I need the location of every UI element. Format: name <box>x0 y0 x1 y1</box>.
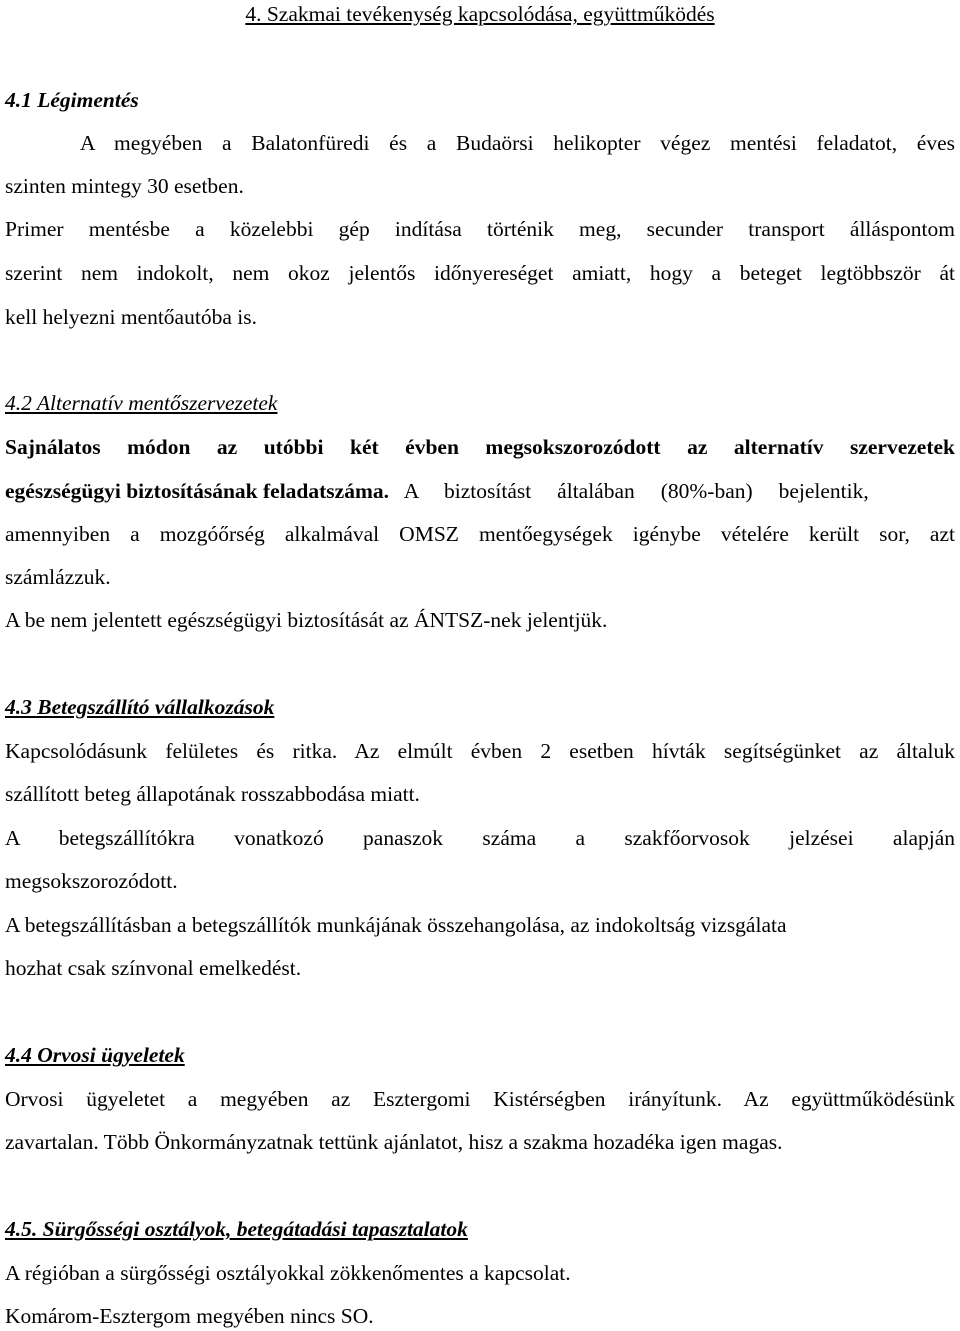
paragraph-line: A betegszállítókra vonatkozó panaszok száma a szakfőorvosok jelzései alapján <box>5 826 955 850</box>
section-heading-4-4: 4.4 Orvosi ügyeletek <box>5 1043 185 1067</box>
section-heading-4-3: 4.3 Betegszállító vállalkozások <box>5 695 275 719</box>
paragraph-line: Orvosi ügyeletet a megyében az Esztergomi Kistérségben irányítunk. Az együttműködésünk <box>5 1087 955 1111</box>
paragraph-line: A be nem jelentett egészségügyi biztosítását az ÁNTSZ-nek jelentjük. <box>5 608 608 632</box>
paragraph-line: A betegszállításban a betegszállítók munkájának összehangolása, az indokoltság vizsgálata <box>5 913 787 937</box>
paragraph-line: szállított beteg állapotának rosszabbodása miatt. <box>5 782 420 806</box>
page-title: 4. Szakmai tevékenység kapcsolódása, együttműködés <box>245 2 715 26</box>
paragraph-line: megsokszorozódott. <box>5 869 178 893</box>
paragraph-line: Komárom-Esztergom megyében nincs SO. <box>5 1304 374 1328</box>
paragraph-line: hozhat csak színvonal emelkedést. <box>5 956 302 980</box>
paragraph-line-bold: Sajnálatos módon az utóbbi két évben megsokszorozódott az alternatív szervezetek <box>5 435 955 459</box>
paragraph-line: szinten mintegy 30 esetben. <box>5 174 244 198</box>
regular-text: A biztosítást általában (80%-ban) bejelentik, <box>403 479 869 503</box>
paragraph-line: Kapcsolódásunk felületes és ritka. Az elmúlt évben 2 esetben hívták segítségünket az általuk <box>5 739 955 763</box>
section-heading-4-1: 4.1 Légimentés <box>5 88 139 112</box>
paragraph-line-mixed <box>5 477 955 505</box>
paragraph-line: A megyében a Balatonfüredi és a Budaörsi helikopter végez mentési feladatot, éves <box>80 131 955 155</box>
paragraph-line: zavartalan. Több Önkormányzatnak tettünk ajánlatot, hisz a szakma hozadéka igen magas. <box>5 1130 783 1154</box>
paragraph-line: Primer mentésbe a közelebbi gép indítása történik meg, secunder transport álláspontom <box>5 217 955 241</box>
paragraph-line: szerint nem indokolt, nem okoz jelentős időnyereséget amiatt, hogy a beteget legtöbbször át <box>5 261 955 285</box>
section-heading-4-5: 4.5. Sürgősségi osztályok, betegátadási tapasztalatok <box>5 1217 468 1241</box>
paragraph-line: kell helyezni mentőautóba is. <box>5 305 257 329</box>
section-heading-4-2: 4.2 Alternatív mentőszervezetek <box>5 391 278 415</box>
paragraph-line: A régióban a sürgősségi osztályokkal zökkenőmentes a kapcsolat. <box>5 1261 571 1285</box>
paragraph-line: számlázzuk. <box>5 565 111 589</box>
paragraph-line: amennyiben a mozgóőrség alkalmával OMSZ mentőegységek igénybe vételére került sor, azt <box>5 522 955 546</box>
bold-text: egészségügyi biztosításának feladatszáma. <box>5 479 389 503</box>
